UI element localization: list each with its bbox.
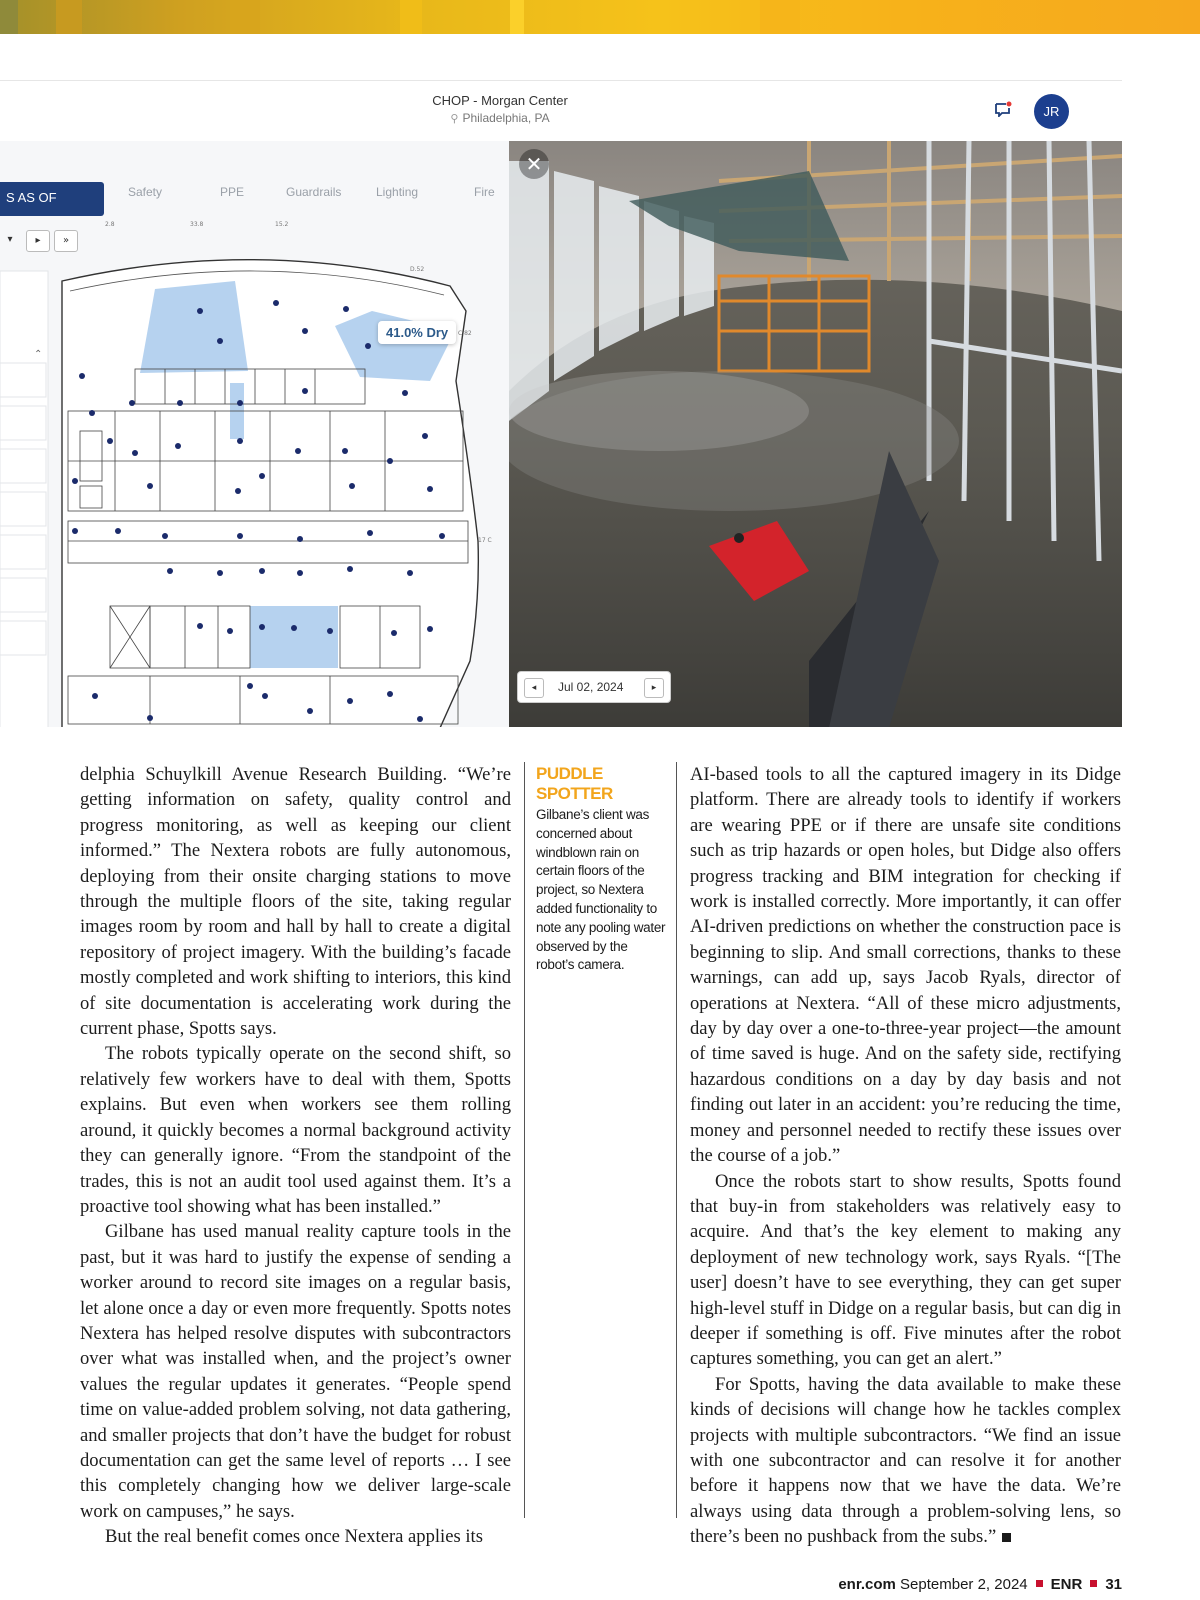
capture-date: Jul 02, 2024 bbox=[558, 680, 624, 694]
paragraph: But the real benefit comes once Nextera applies its bbox=[105, 1526, 483, 1548]
floor-plan-drawing[interactable] bbox=[0, 141, 509, 727]
message-icon[interactable] bbox=[994, 101, 1012, 117]
footer-magazine: ENR bbox=[1050, 1576, 1083, 1593]
separator-square bbox=[1036, 1580, 1043, 1587]
filter-tab-safety[interactable]: Safety bbox=[128, 185, 163, 199]
filter-tab-guardrails[interactable]: Guardrails bbox=[286, 185, 342, 199]
svg-text:17 C: 17 C bbox=[478, 537, 492, 544]
site-photo-panel bbox=[509, 141, 1122, 727]
paragraph: delphia Schuylkill Avenue Research Building. “We’re getting information on safety, quality control and progress monitoring, as well as keeping our client informed.” The Nextera robots are fully autonomous, deploying from their onsite charging stations to move through the multiple floors of the site, taking regular images room by room and hall by hall to create a digital repository of project imagery. With the building’s facade mostly completed and work shifting to interiors, this kind of site documentation is accelerating work during the current phase, Spotts says. bbox=[80, 764, 511, 1040]
app-screenshot bbox=[0, 80, 1122, 727]
column-rule bbox=[676, 762, 677, 1518]
footer-site: enr.com bbox=[838, 1576, 896, 1593]
filter-tab-ppe[interactable]: PPE bbox=[220, 185, 245, 199]
article-column-left bbox=[80, 762, 511, 1550]
color-block bbox=[760, 0, 800, 34]
end-mark bbox=[1002, 1533, 1011, 1542]
date-navigator bbox=[517, 671, 671, 703]
footer-date: September 2, 2024 bbox=[900, 1576, 1028, 1593]
page-number: 31 bbox=[1105, 1576, 1122, 1593]
color-block bbox=[230, 0, 260, 34]
filter-tab-lighting[interactable]: Lighting bbox=[376, 185, 419, 199]
paragraph: AI-based tools to all the captured imagery in its Didge platform. There are already tools to identify if workers are wearing PPE or if there are unsafe site conditions such as trip hazards or open holes, but Didge also offers progress tracking and BIM integration for checking if work is installed correctly. More importantly, it can offer AI-driven predictions on whether the construction pace is beginning to slip. And small corrections, thanks to these warnings, can add up, says Jacob Ryals, director of operations at Nextera. “All of these micro adjustments, day by day over a one-to-three-year project—the amount of time saved is huge. And on the safety side, rectifying hazardous conditions on a day by day basis and not finding out later in an accident: you’re reducing the time, money and personnel needed to rectify these issues over the course of a job.” bbox=[690, 764, 1121, 1167]
status-tab[interactable]: S AS OF bbox=[0, 182, 104, 216]
floor-plan-panel bbox=[0, 141, 509, 727]
previous-date-button[interactable]: ◂ bbox=[524, 678, 544, 698]
location-pin-icon: ⚲ bbox=[450, 113, 459, 125]
page-footer bbox=[838, 1576, 1122, 1593]
column-rule bbox=[524, 762, 525, 1518]
construction-site-photo[interactable] bbox=[509, 141, 1122, 727]
color-block bbox=[56, 0, 82, 34]
dry-percentage-label: 41.0% Dry bbox=[378, 321, 456, 344]
svg-text:⌃: ⌃ bbox=[34, 349, 43, 360]
caption-body: Gilbane’s client was concerned about windblown rain on certain floors of the project, so Nextera added functionality to note any pooling water observed by the robot’s camera. bbox=[536, 807, 666, 973]
svg-text:15.2: 15.2 bbox=[275, 221, 289, 228]
paragraph: The robots typically operate on the second shift, so relatively few workers have to deal with them, Spotts explains. But even when workers see them rolling around, it quickly becomes a normal background activity they can generally ignore. “From the standpoint of the trades, this is not an audit tool used against them. It’s a proactive tool showing what has been installed.” bbox=[80, 1043, 511, 1217]
svg-text:C.82: C.82 bbox=[458, 330, 472, 337]
separator-square bbox=[1090, 1580, 1097, 1587]
paragraph bbox=[690, 1372, 1121, 1550]
svg-text:2.8: 2.8 bbox=[105, 221, 115, 228]
photo-caption bbox=[536, 764, 668, 975]
paragraph-text: For Spotts, having the data available to make these kinds of decisions will change how he tackles complex projects with multiple subcontractors. “We find an issue with one subcontractor and can resolve it for another before it happens now that we have the data. We’re always using data through a problem-solving lens, so there’s been no pushback from the subs.” bbox=[690, 1373, 1121, 1548]
color-block bbox=[0, 0, 18, 34]
color-block bbox=[400, 0, 422, 34]
dropdown-caret-icon[interactable]: ▾ bbox=[7, 234, 13, 245]
paragraph: Gilbane has used manual reality capture tools in the past, but it was hard to justify the expense of sending a worker around to record site images on a regular basis, let alone once a day or even more frequently. Spotts notes Nextera has helped resolve disputes with subcontractors over what was installed when, and the project’s owner values the regular updates it generates. “People spend time on value-added problem solving, not data gathering, and smaller projects that don’t have the budget for robust documentation can get the same level of reports … I see this completely changing how we deliver large-scale work on campuses,” he says. bbox=[80, 1221, 511, 1522]
app-header bbox=[0, 81, 1122, 141]
color-block bbox=[510, 0, 524, 34]
project-location bbox=[300, 111, 700, 125]
next-date-button[interactable]: ▸ bbox=[644, 678, 664, 698]
svg-text:D.52: D.52 bbox=[410, 266, 425, 273]
project-location-text: Philadelphia, PA bbox=[462, 111, 550, 125]
filter-tab-fire[interactable]: Fire bbox=[474, 185, 495, 199]
next-button[interactable]: ▸ bbox=[26, 230, 50, 252]
top-color-band bbox=[0, 0, 1200, 34]
svg-text:33.8: 33.8 bbox=[190, 221, 204, 228]
article-column-right bbox=[690, 762, 1121, 1550]
caption-title: PUDDLE SPOTTER bbox=[536, 764, 613, 803]
project-title: CHOP - Morgan Center bbox=[432, 93, 568, 108]
paragraph: Once the robots start to show results, Spotts found that buy-in from stakeholders was relatively easy to acquire. And that’s the key element to making any deployment of new technology work, says Ryals. “[The user] doesn’t have to see everything, they can get super high-level stuff in Didge on a regular basis, but can dig in deeper if something is off. Five minutes after the robot captures something, you can get an alert.” bbox=[690, 1170, 1121, 1370]
last-button[interactable]: » bbox=[54, 230, 78, 252]
user-avatar[interactable]: JR bbox=[1034, 94, 1069, 129]
close-icon[interactable]: ✕ bbox=[519, 149, 549, 179]
